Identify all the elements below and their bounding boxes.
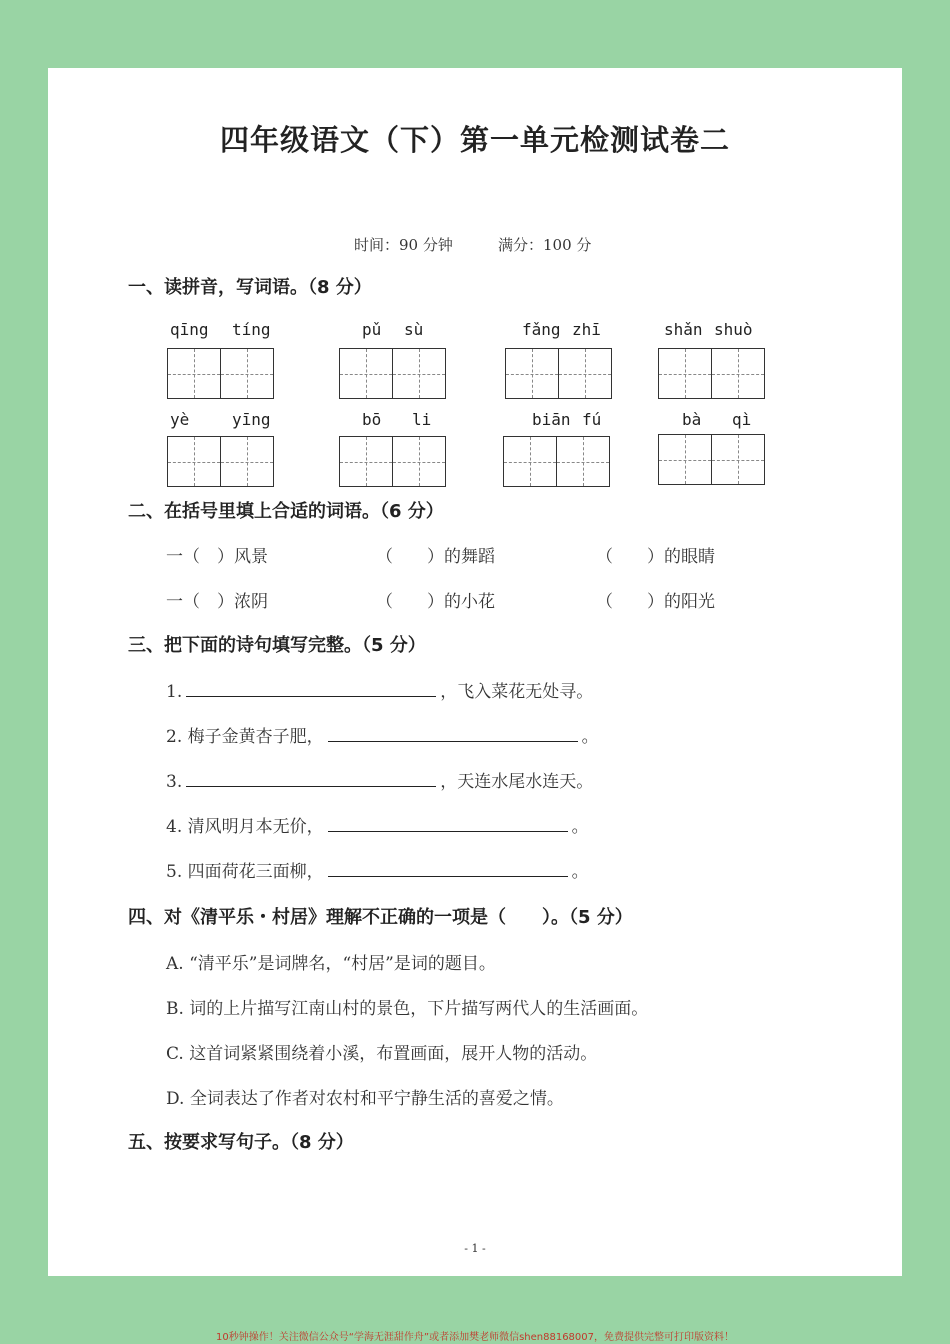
fill-item-1[interactable]: 一（ ）风景: [166, 547, 268, 567]
pinyin-4a: shǎn: [664, 320, 703, 339]
section-3-heading: 三、把下面的诗句填写完整。（5 分）: [128, 635, 426, 656]
pinyin-5a: yè: [170, 410, 190, 429]
writing-grid-7[interactable]: [503, 436, 610, 487]
pinyin-6b: li: [412, 410, 432, 429]
section-1-heading: 一、读拼音，写词语。（8 分）: [128, 277, 372, 298]
option-d[interactable]: D. 全词表达了作者对农村和平宁静生活的喜爱之情。: [166, 1089, 564, 1109]
poem-4-end: 。: [571, 817, 589, 837]
poem-5-blank[interactable]: [328, 858, 568, 877]
section-2-heading: 二、在括号里填上合适的词语。（6 分）: [128, 501, 444, 522]
pinyin-7b: fú: [582, 410, 602, 429]
option-c[interactable]: C. 这首词紧紧围绕着小溪，布置画面，展开人物的活动。: [166, 1044, 598, 1064]
footer-notice: 10秒钟操作！关注微信公众号“学海无涯甜作舟”或者添加樊老师微信shen88168007，免费提供完整可打印版资料！: [215, 1332, 735, 1343]
poem-line-1: [166, 677, 593, 702]
poem-4-text: 4. 清风明月本无价，: [166, 817, 324, 837]
poem-4-blank[interactable]: [328, 813, 568, 832]
section-5-heading: 五、按要求写句子。（8 分）: [128, 1132, 354, 1153]
section-4-heading: 四、对《清平乐・村居》理解不正确的一项是（ ）。（5 分）: [128, 907, 633, 928]
poem-2-blank[interactable]: [328, 723, 578, 742]
pinyin-8b: qì: [732, 410, 752, 429]
pinyin-5b: yīng: [232, 410, 271, 429]
fill-item-3[interactable]: （ ）的眼睛: [596, 547, 715, 567]
writing-grid-5[interactable]: [167, 436, 274, 487]
exam-score: 满分：100 分: [498, 236, 592, 254]
poem-3-text: ，天连水尾水连天。: [440, 772, 594, 792]
pinyin-6a: bō: [362, 410, 382, 429]
fill-item-5[interactable]: （ ）的小花: [376, 592, 495, 612]
pinyin-2a: pǔ: [362, 320, 382, 339]
fill-item-4[interactable]: 一（ ）浓阴: [166, 592, 268, 612]
pinyin-1b: tíng: [232, 320, 271, 339]
poem-5-end: 。: [571, 862, 589, 882]
pinyin-3a: fǎng: [522, 320, 561, 339]
poem-3-number: 3.: [166, 772, 183, 792]
poem-5-text: 5. 四面荷花三面柳，: [166, 862, 324, 882]
poem-2-end: 。: [581, 727, 599, 747]
pinyin-1a: qīng: [170, 320, 209, 339]
page-number: - 1 -: [464, 1242, 486, 1255]
poem-1-blank[interactable]: [186, 678, 436, 697]
fill-item-6[interactable]: （ ）的阳光: [596, 592, 715, 612]
poem-1-text: ，飞入菜花无处寻。: [440, 682, 594, 702]
fill-item-2[interactable]: （ ）的舞蹈: [376, 547, 495, 567]
pinyin-7a: biān: [532, 410, 571, 429]
writing-grid-3[interactable]: [505, 348, 612, 399]
poem-line-4: [166, 812, 589, 837]
pinyin-8a: bà: [682, 410, 702, 429]
writing-grid-4[interactable]: [658, 348, 765, 399]
writing-grid-6[interactable]: [339, 436, 446, 487]
poem-line-5: [166, 857, 589, 882]
exam-time: 时间：90 分钟: [354, 236, 453, 254]
option-b[interactable]: B. 词的上片描写江南山村的景色，下片描写两代人的生活画面。: [166, 999, 649, 1019]
page-title: 四年级语文（下）第一单元检测试卷二: [219, 123, 730, 157]
pinyin-3b: zhī: [572, 320, 601, 339]
poem-2-text: 2. 梅子金黄杏子肥，: [166, 727, 324, 747]
poem-line-2: [166, 722, 599, 747]
writing-grid-1[interactable]: [167, 348, 274, 399]
poem-3-blank[interactable]: [186, 768, 436, 787]
writing-grid-8[interactable]: [658, 434, 765, 485]
poem-line-3: [166, 767, 593, 792]
pinyin-2b: sù: [404, 320, 424, 339]
writing-grid-2[interactable]: [339, 348, 446, 399]
option-a[interactable]: A. “清平乐”是词牌名，“村居”是词的题目。: [166, 954, 496, 974]
pinyin-4b: shuò: [714, 320, 753, 339]
poem-1-number: 1.: [166, 682, 183, 702]
